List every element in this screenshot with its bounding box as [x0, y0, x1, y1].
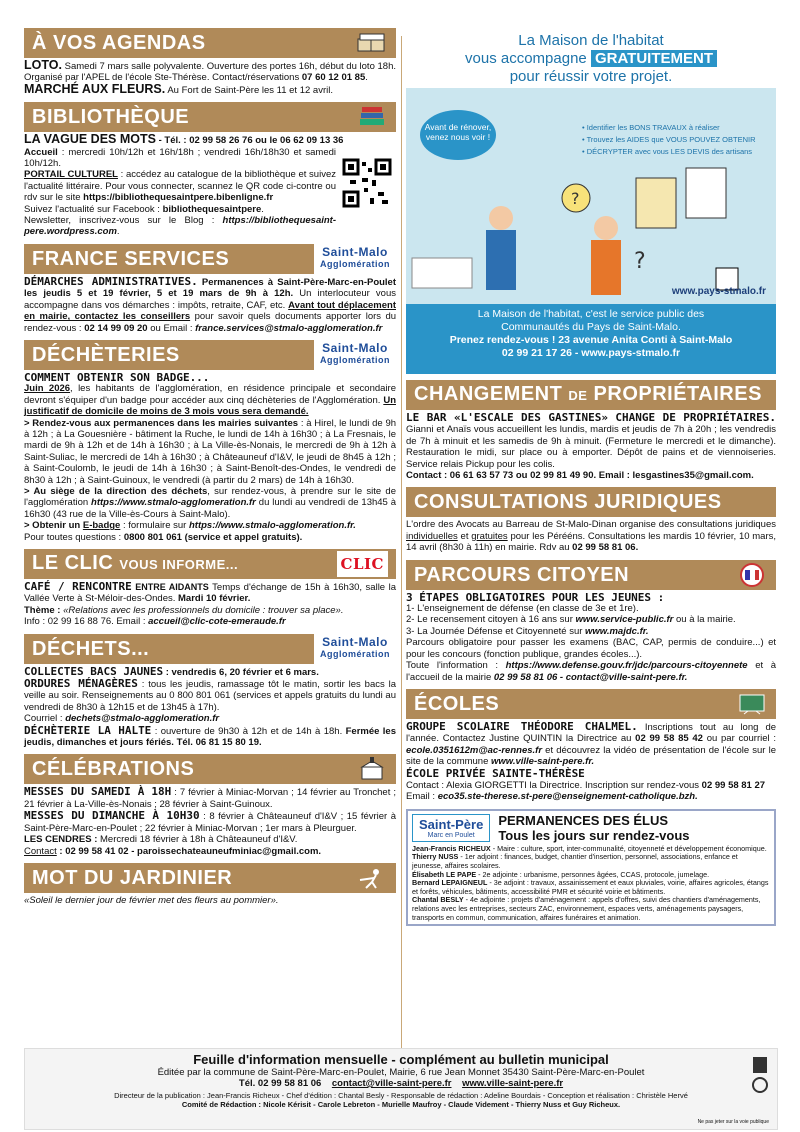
clic-title: LE CLIC	[32, 552, 114, 574]
fs-email[interactable]: france.services@stmalo-agglomeration.fr	[195, 322, 383, 334]
portail-link[interactable]: https://bibliothequesaintpere.bibenligne.fr	[83, 192, 274, 204]
elus-title2: Tous les jours sur rendez-vous	[498, 827, 690, 843]
footer-recycle: Ne pas jeter sur la voie publique	[697, 1119, 769, 1125]
cendres-label: LES CENDRES :	[24, 834, 98, 846]
prop-title: CHANGEMENT	[414, 383, 563, 405]
theme-text: «Relations avec les professionnels du domicile : trouver sa place».	[63, 604, 344, 616]
elus-row	[412, 896, 770, 922]
bibliotheque-title: BIBLIOTHÈQUE	[32, 106, 190, 129]
portail-text: : accédez au catalogue de la bibliothèque et suivez l'actualité littéraire. Pour vous connecter, scannez le QR code ci-contre ou rdv sur le site	[24, 169, 336, 204]
theme-label: Thème :	[24, 604, 61, 616]
elu-name: Bernard LEPAIGNEUL	[412, 878, 488, 888]
ebadge-word: E-badge	[82, 520, 121, 532]
clic-section	[24, 581, 396, 628]
elu-name: Chantal BESLY	[412, 895, 464, 905]
demarches-label: DÉMARCHES ADMINISTRATIVES.	[24, 274, 198, 288]
questions-text: Pour toutes questions :	[24, 531, 122, 543]
celebrations-title: CÉLÉBRATIONS	[32, 758, 195, 781]
citoyen-info2: et à l'accueil de la mairie	[406, 660, 776, 683]
citoyen-title: PARCOURS CITOYEN	[414, 563, 630, 586]
citoyen-section	[406, 592, 776, 683]
dechets-section	[24, 666, 396, 749]
juin-label: Juin 2026	[24, 383, 71, 395]
cafe-small: ENTRE AIDANTS	[135, 582, 209, 592]
prop-lead: LE BAR «L'ESCALE DES GASTINES» CHANGE DE PROPRIÉTAIRES.	[406, 411, 776, 424]
facebook-text: Suivez l'actualité sur Facebook :	[24, 203, 160, 215]
poster-bottom	[406, 304, 776, 374]
cafe-text: Temps d'échange de 15h à 16h30, salle la Vallée Verte à St-Méloir-des-Ondes.	[24, 582, 397, 605]
siege-text2: du lundi au vendredi de 13h45 à 16h30 (43 rue de la Ville-ès-Cours à Saint-Malo).	[24, 497, 396, 520]
france-services-section	[24, 276, 396, 334]
footer-site[interactable]: www.ville-saint-pere.fr	[462, 1078, 564, 1089]
blog-link[interactable]: https://bibliothequesaint-pere.wordpress.com	[24, 215, 336, 238]
elu-text: - 3e adjoint : travaux, assainissement et eaux pluviales, voirie, affaires agricoles, étangs et forêts, véhicules, bâtiments, accessibilité PMR et sécurité voirie et bâtiments.	[412, 878, 769, 896]
maison-habitat-poster	[406, 28, 776, 374]
poster-line2: vous accompagne	[465, 50, 587, 67]
citoyen-step2: 2- Le recensement citoyen à 16 ans sur	[406, 614, 573, 626]
contact-label: Contact	[24, 845, 57, 857]
poster-bullet: • Identifier les BONS TRAVAUX à réaliser	[582, 123, 720, 132]
footer-title: Feuille d'information mensuelle - complément au bulletin municipal	[193, 1052, 609, 1067]
elu-text: - 2e adjointe : urbanisme, personnes âgées, CCAS, protocole, jumelage.	[478, 869, 710, 879]
poster-bullet: • Trouvez les AIDES que VOUS POUVEZ OBTENIR	[582, 135, 756, 144]
accueil-text: : mercredi 10h/12h et 16h/18h ; vendredi 16h/18h30 et samedi 10h/12h.	[24, 146, 337, 170]
questions-phone: 0800 801 061 (service et appel gratuits).	[123, 531, 303, 543]
svg-text:?: ?	[571, 189, 580, 208]
column-divider	[401, 36, 402, 1051]
poster-bottom4: 02 99 21 17 26 - www.pays-stmalo.fr	[501, 347, 681, 359]
poster-bubble: Avant de rénover, venez nous voir !	[420, 110, 496, 160]
prop-text: Gianni et Anaïs vous accueillent les lundis, mardis et jeudis de 7h à 20h ; les vendredis de 7h à minuit et les samedis de 9h à minuit. (Fermeture le mercredi et le dimanche). Restauration le midi, sur place ou à emporter. Dépôt de pains et de viennoiseries. Service relais Pickup pour les colis.	[406, 424, 776, 470]
jur-text1: L'ordre des Avocats au Barreau de St-Malo-Dinan organise des consultations juridiques	[406, 519, 776, 531]
ordures-label: ORDURES MÉNAGÈRES	[24, 677, 138, 691]
citoyen-step1: 1- L'enseignement de défense (en classe de 3e et 1re).	[406, 603, 639, 615]
poster-bottom1: La Maison de l'habitat, c'est le service public des	[477, 308, 705, 320]
jardinier-quote: «Soleil le dernier jour de février met des fleurs au pommier».	[24, 894, 279, 906]
poster-gratuit: GRATUITEMENT	[591, 50, 717, 67]
collectes-text: : vendredis 6, 20 février et 6 mars.	[165, 666, 319, 678]
elu-name: Élisabeth LE PAPE	[412, 869, 477, 879]
accueil-label: Accueil	[24, 146, 58, 158]
samedi-label: MESSES DU SAMEDI À 18H	[24, 785, 172, 799]
siege-text: , sur rendez-vous, à prendre sur le site de l'agglomération	[24, 485, 397, 509]
decheteries-header	[24, 340, 396, 370]
qr-code-icon[interactable]	[342, 158, 392, 208]
chalmel-text: Inscriptions tout au long de l'année. Contactez Justine QUINTIN la Directrice au	[406, 721, 777, 745]
elu-text: - 4e adjointe : projets d'aménagement : appels d'offres, suivi des chantiers d'aménagements, relations avec les entreprises, secteurs ZAC, environnement, espaces verts, aménagements paysagers, transports en commun, communication, affaires funéraires et animation.	[412, 895, 761, 922]
siege-title: > Au siège de la direction des déchets	[24, 485, 208, 497]
svg-text:?: ?	[634, 249, 646, 274]
clic-info: Info : 02 99 16 88 76. Email :	[24, 616, 146, 628]
loto-phone: 07 60 12 01 85	[301, 72, 366, 84]
poster-site[interactable]: www.pays-stmalo.fr	[671, 286, 766, 297]
clic-title-small: VOUS INFORME...	[119, 557, 239, 572]
poster-line1: La Maison de l'habitat	[518, 32, 664, 49]
juridiques-header	[406, 487, 776, 517]
citoyen-badge-icon	[736, 563, 768, 587]
chalmel-link[interactable]: www.ville-saint-pere.fr.	[491, 756, 595, 768]
books-stack-icon	[356, 105, 388, 129]
ebadge-link[interactable]: https://www.stmalo-agglomeration.fr.	[188, 520, 356, 532]
rdv-text: : à Hirel, le lundi de 9h à 12h ; à La Gouesnière - bâtiment la Ruche, le lundi de 14h à 16h30 ; à La Fresnais, le mardi de 9h à 12h et de 14h à 16h30 ; à La Ville-ès-Nonais, le mercredi de 9h à 12h à Saint-Suliac, le mercredi de 14h à 16h30 ; à Châteauneuf d'I&V, le jeudi de 8h45 à 12h ; à Saint-Coulomb, le jeudi de 14h à 16h30 ; à Saint-Benoît-des-Ondes, le vendredi de 8h30 à 12h ; à Saint-Guinoux, le vendredi (à partir du 2 mars) de 14h à 16h30.	[24, 417, 397, 486]
dechets-header	[24, 634, 396, 664]
clic-email[interactable]: accueil@clic-cote-emeraude.fr	[148, 616, 286, 628]
dimanche-text: : 8 février à Châteauneuf d'I&V ; 15 février à Saint-Père-Marc-en-Poulet ; 22 février à Miniac-Morvan ; 1er mars à Pleurguer.	[24, 811, 397, 834]
logo3-line1: Saint-Malo	[322, 634, 388, 649]
elus-logo1: Saint-Père	[419, 816, 484, 832]
book-icon	[356, 31, 388, 55]
jardinier-title: MOT DU JARDINIER	[32, 866, 233, 889]
courriel-email[interactable]: dechets@stmalo-agglomeration.fr	[65, 713, 220, 725]
elus-box	[406, 809, 776, 926]
citoyen-step2b: ou à la mairie.	[676, 614, 736, 626]
footer	[24, 1048, 778, 1130]
poster-top	[406, 28, 776, 88]
elu-name: Thierry NUSS	[412, 852, 459, 862]
ebadge-title: > Obtenir un	[24, 520, 81, 532]
school-board-icon	[736, 692, 768, 716]
right-column	[406, 28, 776, 926]
saint-malo-logo-2	[314, 340, 396, 370]
marche-label: MARCHÉ AUX FLEURS.	[24, 81, 166, 96]
elus-title1: PERMANENCES DES ÉLUS	[498, 812, 669, 828]
jardinier-header	[24, 863, 396, 893]
therese-email-label: Email :	[406, 791, 436, 803]
bibliotheque-header	[24, 102, 396, 132]
agendas-section: LOTO. Samedi 7 mars salle polyvalente. Ouverture des portes 16h, début du loto 18h. Organisé par l'APEL de l'école Ste-Thérèse. Contact/réservations 07 60 12 01 85. MARCHÉ AUX FLEURS. Au Fort de Saint-Père les 11 et 12 avril.	[24, 58, 396, 96]
facebook-link[interactable]: bibliothequesaintpere	[162, 203, 262, 215]
elus-row	[412, 879, 770, 896]
dimanche-label: MESSES DU DIMANCHE À 10H30	[24, 809, 200, 823]
ordures-text: : tous les jeudis, ramassage tôt le matin, sortir les bacs la veille au soir. Renseignements au 0 800 801 061 (services et appels gratuits du lundi au vendredi de 8h30 à 12h15 et de 13h45 à 17h).	[24, 679, 396, 713]
therese-phone: 02 99 58 81 27	[701, 779, 766, 791]
elus-list	[412, 845, 770, 922]
proprietaires-header	[406, 380, 776, 410]
majdc-link[interactable]: www.majdc.fr.	[585, 625, 649, 637]
elus-logo2: Marc en Poulet	[427, 831, 475, 839]
fs-text3: Avant tout déplacement en mairie, contactez les conseillers	[24, 299, 396, 323]
citoyen-phone: 02 99 58 81 06 - contact@ville-saint-pere.fr.	[493, 671, 688, 683]
bibliotheque-section: LA VAGUE DES MOTS - Tél. : 02 99 58 26 76 ou le 06 62 09 13 36 Accueil : mercredi 10h/12h et 16h/18h ; vendredi 16h/18h30 et samedi 10h/12h. PORTAIL CULTUREL : accédez au catalogue de la bibliothèque et suivez l'actualité littéraire. Pour vous connecter, scannez le QR code ci-contre ou rdv sur le site https://bibliothequesaintpere.bibenligne.fr Suivez l'actualité sur Facebook : bibliothequesaintpere. Newsletter, inscrivez-vous sur le Blog : https://bibliothequesaint-pere.wordpress.com.	[24, 134, 396, 238]
chalmel-phone: 02 99 58 85 42	[635, 733, 703, 745]
jur-text2: pour les Pérééns. Consultations les mardis 10 février, 10 mars, 14 avril (8h30 à 11h) en mairie. Rdv au	[406, 530, 777, 554]
jur-phone: 02 99 58 81 06.	[572, 542, 639, 554]
gardener-icon	[356, 866, 388, 890]
logo-line1: Saint-Malo	[322, 244, 388, 259]
ecoles-header	[406, 689, 776, 719]
justif-text: Un justificatif de domicile de moins de 3 mois vous sera demandé.	[24, 394, 396, 418]
france-services-header	[24, 244, 396, 274]
marche-text: Au Fort de Saint-Père les 11 et 12 avril.	[167, 84, 333, 96]
poster-bullets	[582, 122, 772, 158]
halte-closed: Fermée les jeudis, dimanches et jours fériés. Tél. 06 81 15 80 19.	[24, 725, 396, 749]
fs-text4: pour savoir quels documents apporter lors du rendez-vous :	[24, 311, 397, 334]
recycle-icon	[751, 1055, 769, 1095]
halte-text: : ouverture de 9h30 à 12h et de 14h à 18h.	[154, 725, 343, 737]
prop-contact: Contact : 06 61 63 57 73 ou 02 99 81 49 90. Email : lesgastines35@gmail.com.	[406, 470, 754, 482]
france-services-title: FRANCE SERVICES	[32, 247, 230, 270]
loto-label: LOTO.	[24, 58, 62, 72]
logo2-line1: Saint-Malo	[322, 340, 388, 355]
bibliotheque-name: LA VAGUE DES MOTS	[24, 132, 156, 147]
halte-label: DÉCHÈTERIE LA HALTE	[24, 723, 152, 737]
poster-bullet: • DÉCRYPTER avec vous LES DEVIS des artisans	[582, 147, 753, 156]
loto-text: Samedi 7 mars salle polyvalente. Ouverture des portes 16h, début du loto 18h. Organisé par l'APEL de l'école Ste-Thérèse. Contact/réservations	[24, 61, 396, 84]
poster-bottom3: Prenez rendez-vous ! 23 avenue Anita Conti à Saint-Malo	[449, 334, 733, 346]
badge-title: COMMENT OBTENIR SON BADGE...	[24, 370, 210, 384]
service-public-link[interactable]: www.service-public.fr	[575, 614, 674, 626]
samedi-text: : 7 février à Miniac-Morvan ; 14 février au Tronchet ; 21 février à La-Ville-ès-Nonais ; 28 février à Saint-Guinoux.	[24, 787, 397, 810]
ecoles-section	[406, 721, 776, 803]
juridiques-title: CONSULTATIONS JURIDIQUES	[414, 491, 722, 514]
contact-text: : 02 99 58 41 02 - paroissechateauneufminiac@gmail.com.	[59, 845, 322, 857]
bibliotheque-tel: - Tél. : 02 99 58 26 76 ou le 06 62 09 13 36	[158, 135, 344, 147]
rdv-title: > Rendez-vous aux permanences dans les mairies suivantes	[24, 417, 299, 429]
celebrations-header	[24, 754, 396, 784]
courriel-label: Courriel :	[24, 713, 63, 725]
citoyen-step3: 3- La Journée Défense et Citoyenneté sur	[406, 625, 583, 637]
therese-label: ÉCOLE PRIVÉE SAINTE-THÉRÈSE	[406, 766, 585, 780]
clic-logo: CLIC	[337, 551, 388, 577]
footer-email[interactable]: contact@ville-saint-pere.fr	[331, 1078, 452, 1089]
footer-edited: Éditée par la commune de Saint-Père-Marc-en-Poulet, Mairie, 6 rue Jean Monnet 35430 Saint-Père-Marc-en-Poulet	[157, 1067, 645, 1078]
prop-title-small: DE	[568, 388, 588, 403]
footer-tel: Tél. 02 99 58 81 06	[238, 1078, 322, 1089]
poster-line3: pour réussir votre projet.	[509, 68, 673, 85]
ecoles-title: ÉCOLES	[414, 692, 500, 715]
chalmel-email[interactable]: ecole.0351612m@ac-rennes.fr	[406, 744, 543, 756]
juridiques-section	[406, 519, 776, 553]
decheteries-title: DÉCHÈTERIES	[32, 343, 180, 366]
cafe-date: Mardi 10 février.	[178, 593, 251, 605]
badge-intro: , les habitants de l'agglomération, en résidence principale et secondaire devront s'équiper d'un badge pour accéder aux cinq déchèteries de l'Agglomération.	[24, 383, 396, 406]
poster-bottom2: Communautés du Pays de Saint-Malo.	[501, 321, 681, 333]
newsletter-text: Newsletter, inscrivez-vous sur le Blog :	[24, 215, 215, 227]
jardinier-section	[24, 895, 396, 906]
celebrations-section	[24, 786, 396, 856]
prop-title2: PROPRIÉTAIRES	[593, 383, 762, 405]
proprietaires-section	[406, 412, 776, 481]
cafe-label: CAFÉ / RENCONTRE	[24, 580, 132, 593]
agendas-header	[24, 28, 396, 58]
cendres-text: Mercredi 18 février à 18h à Châteauneuf d'I&V.	[100, 834, 298, 846]
defense-link[interactable]: https://www.defense.gouv.fr/jdc/parcours-citoyennete	[505, 660, 748, 672]
jur-w1: individuelles	[406, 530, 458, 542]
portail-label: PORTAIL CULTUREL	[24, 169, 118, 181]
newsletter-page	[24, 28, 777, 1125]
citoyen-lead: 3 ÉTAPES OBLIGATOIRES POUR LES JEUNES :	[406, 590, 665, 604]
citoyen-header	[406, 560, 776, 590]
siege-link[interactable]: https://www.stmalo-agglomeration.fr	[91, 497, 256, 509]
jur-and: et	[460, 530, 469, 542]
saint-malo-logo-3	[314, 634, 396, 664]
logo2-line2: Agglomération	[319, 354, 390, 365]
therese-email[interactable]: eco35.ste-therese.st-pere@enseignement-catholique.bzh.	[437, 791, 698, 803]
fs-email-label: ou Email :	[150, 322, 193, 334]
jur-w2: gratuites	[471, 530, 508, 542]
collectes-label: COLLECTES BACS JAUNES	[24, 664, 164, 678]
footer-credits2: Comité de Rédaction : Nicole Kérisit - Carole Lebreton - Murielle Maufroy - Claude Videment - Thierry Nuss et Guy Richeux.	[181, 1100, 621, 1109]
saint-pere-logo	[412, 814, 490, 842]
logo3-line2: Agglomération	[319, 648, 390, 659]
fs-phone: 02 14 99 09 20	[84, 322, 148, 334]
citoyen-text: Parcours obligatoire pour passer les examens (BAC, CAP, permis de conduire...) et pour les concours (fonction publique, grandes écoles...).	[406, 637, 776, 660]
dechets-title: DÉCHETS...	[32, 637, 150, 660]
fs-text2: Un interlocuteur vous accompagne dans vos démarches : impôts, retraite, CAF, etc.	[24, 288, 396, 311]
chalmel-label: GROUPE SCOLAIRE THÉODORE CHALMEL.	[406, 719, 638, 733]
clic-header	[24, 549, 396, 579]
elu-text: - 1er adjoint : finances, budget, chantier d'insertion, personnel, associations, enfance et jeunesse, affaires scolaires.	[412, 852, 738, 870]
ebadge-text: : formulaire sur	[122, 520, 187, 532]
fs-text1: Permanences à Saint-Père-Marc-en-Poulet les jeudis 5 et 19 février, 5 et 19 mars de 9h à 12h.	[24, 276, 397, 300]
agendas-title: À VOS AGENDAS	[32, 32, 206, 54]
church-icon	[356, 757, 388, 781]
chalmel-text3: et découvrez la vidéo de présentation de l'école sur le site de la commune	[406, 744, 777, 768]
citoyen-info: Toute l'information :	[406, 660, 499, 672]
decheteries-section	[24, 372, 396, 543]
therese-text: Contact : Alexia GIORGETTI la Directrice. Inscription sur rendez-vous	[406, 779, 700, 791]
poster-illustration	[406, 158, 776, 298]
elus-row	[412, 853, 770, 870]
elu-text: - Maire : culture, sport, inter-communalité, citoyenneté et développement économique.	[492, 843, 767, 853]
chalmel-text2: ou par courriel :	[706, 733, 777, 745]
footer-credits1: Directeur de la publication : Jean-Francis Richeux - Chef d'édition : Chantal Besly - Responsable de rédaction : Adeline Bourdais - Conception et réalisation : Christèle Hervé	[114, 1091, 688, 1100]
elu-name: Jean-Francis RICHEUX	[412, 843, 491, 853]
saint-malo-logo	[314, 244, 396, 274]
left-column	[24, 28, 396, 906]
logo-line2: Agglomération	[319, 258, 390, 269]
